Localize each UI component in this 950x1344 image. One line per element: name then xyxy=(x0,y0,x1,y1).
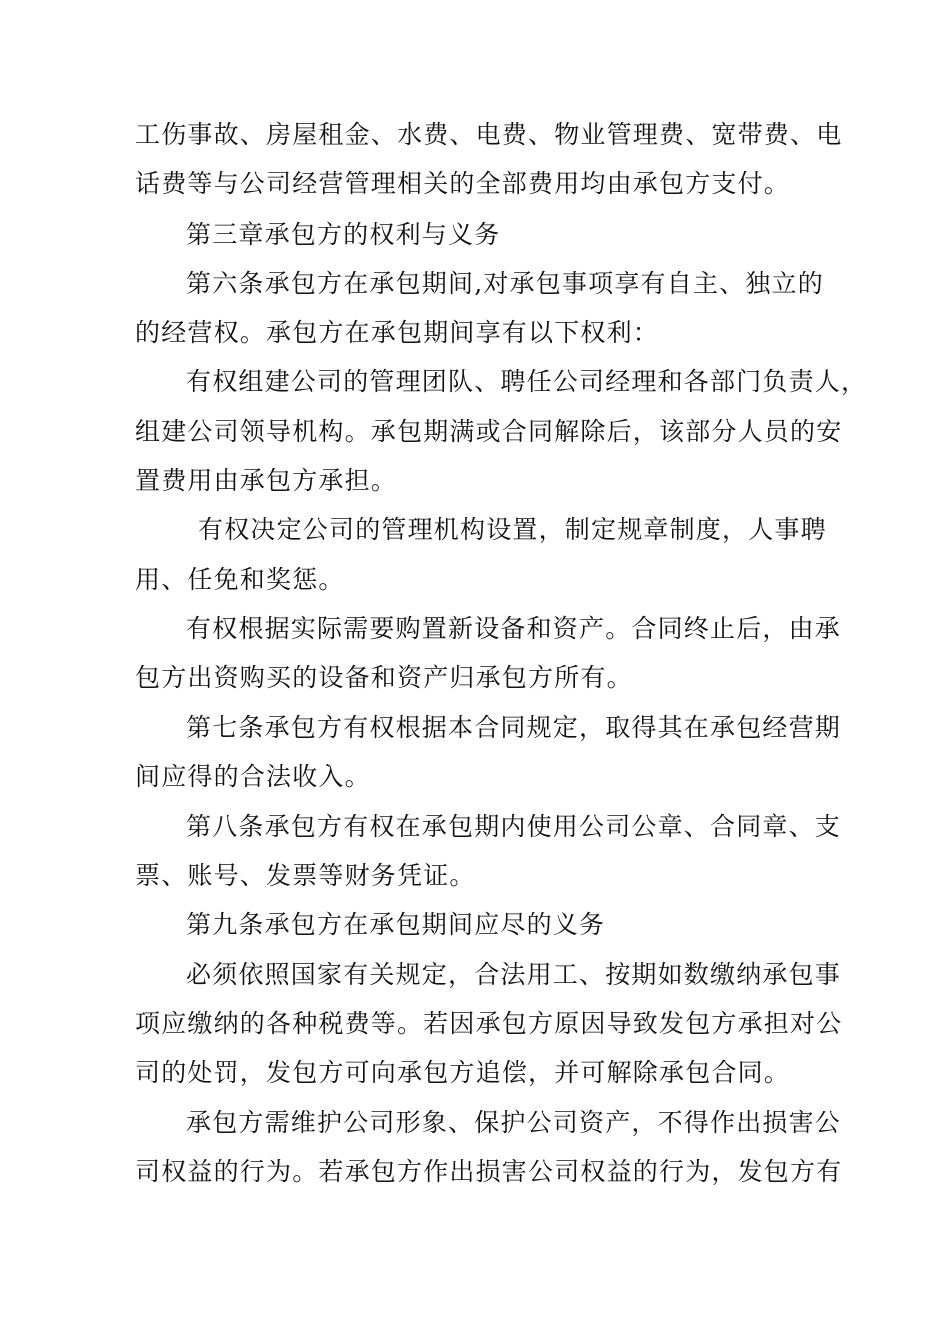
chapter-heading: 第三章承包方的权利与义务 xyxy=(186,220,501,249)
text-line: 必须依照国家有关规定，合法用工、按期如数缴纳承包事 xyxy=(186,960,842,989)
text-line: 包方出资购买的设备和资产归承包方所有。 xyxy=(135,663,633,692)
text-line: 有权组建公司的管理团队、聘任公司经理和各部门负责人， xyxy=(186,367,868,396)
text-line: 话费等与公司经营管理相关的全部费用均由承包方支付。 xyxy=(135,169,791,198)
text-line: 司的处罚，发包方可向承包方追偿，并可解除承包合同。 xyxy=(135,1058,791,1087)
text-line: 工伤事故、房屋租金、水费、电费、物业管理费、宽带费、电 xyxy=(135,120,843,149)
text-line: 第七条承包方有权根据本合同规定，取得其在承包经营期 xyxy=(186,713,842,742)
text-line: 承包方需维护公司形象、保护公司资产，不得作出损害公 xyxy=(186,1108,842,1137)
text-line: 的经营权。承包方在承包期间享有以下权利： xyxy=(135,318,660,347)
text-line: 第六条承包方在承包期间,对承包事项享有自主、独立的 xyxy=(186,269,824,298)
text-line: 项应缴纳的各种税费等。若因承包方原因导致发包方承担对公 xyxy=(135,1009,843,1038)
text-line: 置费用由承包方承担。 xyxy=(135,466,398,495)
text-line: 间应得的合法收入。 xyxy=(135,762,371,791)
text-line: 票、账号、发票等财务凭证。 xyxy=(135,861,476,890)
text-line: 第九条承包方在承包期间应尽的义务 xyxy=(186,910,606,939)
text-line: 用、任免和奖惩。 xyxy=(135,565,345,594)
text-line: 有权根据实际需要购置新设备和资产。合同终止后，由承 xyxy=(186,614,842,643)
text-line: 组建公司领导机构。承包期满或合同解除后，该部分人员的安 xyxy=(135,417,843,446)
text-line: 司权益的行为。若承包方作出损害公司权益的行为，发包方有 xyxy=(135,1157,843,1186)
text-line: 有权决定公司的管理机构设置，制定规章制度，人事聘 xyxy=(198,515,827,544)
text-line: 第八条承包方有权在承包期内使用公司公章、合同章、支 xyxy=(186,812,842,841)
